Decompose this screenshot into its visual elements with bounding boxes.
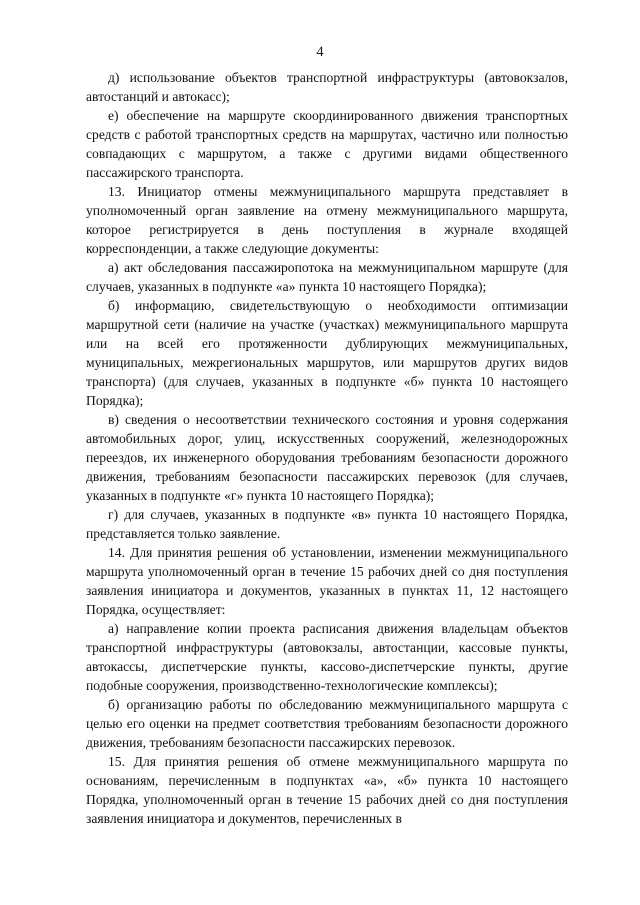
paragraph-14-establishment: 14. Для принятия решения об установлении, изменении межмуниципального маршрута уполномоченный орган в течение 15 рабочих дней со дня поступления заявления инициатора и документов, указанных в пунктах 11, 12 настоящего Порядка, осуществляет: — [86, 545, 568, 617]
paragraph-d-infrastructure: д) использование объектов транспортной инфраструктуры (автовокзалов, автостанций и автокасс); — [86, 70, 568, 104]
paragraph-15-cancellation-decision: 15. Для принятия решения об отмене межмуниципального маршрута по основаниям, перечисленным в подпунктах «а», «б» пункта 10 настоящего Порядка, уполномоченный орган в течение 15 рабочих дней со дня поступления заявления инициатора и документов, перечисленных в — [86, 754, 568, 826]
paragraph-14b-route-survey: б) организацию работы по обследованию межмуниципального маршрута с целью его оценки на предмет соответствия требованиям безопасности дорожного движения, требованиям безопасности пассажирских перевозок. — [86, 697, 568, 750]
paragraph-13b-optimization: б) информацию, свидетельствующую о необходимости оптимизации маршрутной сети (наличие на участке (участках) межмуниципального маршрута или на всей его протяженности дублирующих межмуниципальных, муниципальных, межрегиональных маршрутов, или маршрутов других видов транспорта) (для случаев, указанных в подпункте «б» пункта 10 настоящего Порядка); — [86, 298, 568, 408]
document-body — [86, 68, 568, 828]
paragraph-13d-application-only: г) для случаев, указанных в подпункте «в» пункта 10 настоящего Порядка, представляется только заявление. — [86, 507, 568, 541]
paragraph-e-coordination: е) обеспечение на маршруте скоординированного движения транспортных средств с работой транспортных средств на маршрутах, частично или полностью совпадающих с маршрутом, а также с другими видами общественного пассажирского транспорта. — [86, 108, 568, 180]
paragraph-14a-schedule-copy: а) направление копии проекта расписания движения владельцам объектов транспортной инфраструктуры (автовокзалы, автостанции, кассовые пункты, автокассы, диспетчерские пункты, кассово-диспетчерские пункты, другие подобные сооружения, производственно-технологические комплексы); — [86, 621, 568, 693]
paragraph-13-cancellation: 13. Инициатор отмены межмуниципального маршрута представляет в уполномоченный орган заявление на отмену межмуниципального маршрута, которое регистрируется в день поступления в журнале входящей корреспонденции, а также следующие документы: — [86, 184, 568, 256]
paragraph-13a-survey-act: а) акт обследования пассажиропотока на межмуниципальном маршруте (для случаев, указанных в подпункте «а» пункта 10 настоящего Порядка); — [86, 260, 568, 294]
page-number: 4 — [316, 44, 324, 60]
paragraph-13c-road-condition: в) сведения о несоответствии технического состояния и уровня содержания автомобильных дорог, улиц, искусственных сооружений, железнодорожных переездов, их инженерного оборудования требованиям безопасности дорожного движения, требованиям безопасности пассажирских перевозок (для случаев, указанных в подпункте «г» пункта 10 настоящего Порядка); — [86, 412, 568, 503]
